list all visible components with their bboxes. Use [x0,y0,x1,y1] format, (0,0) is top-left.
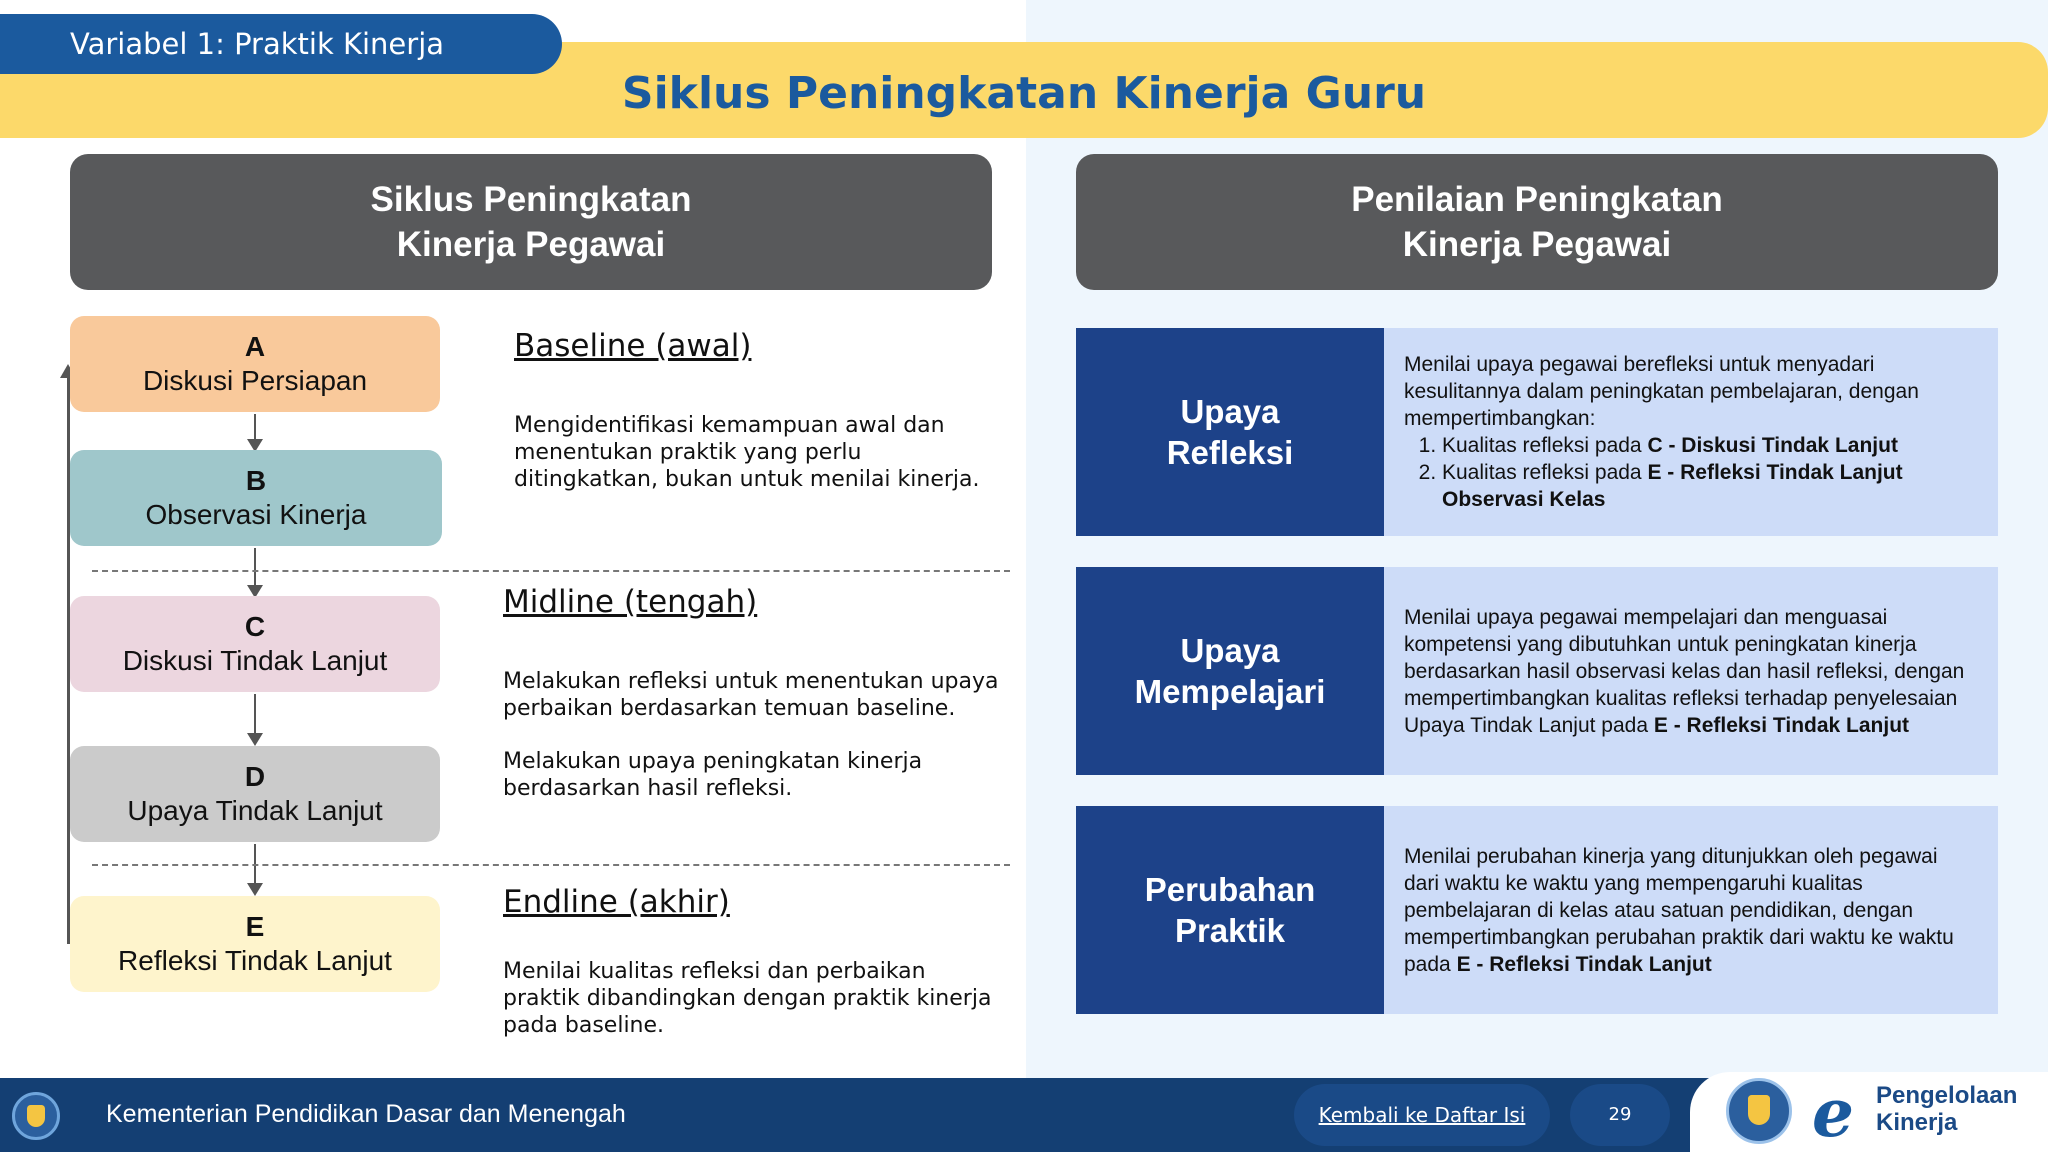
assessment-text-main: Menilai perubahan kinerja yang ditunjukkan oleh pegawai dari waktu ke waktu yang mempengaruhi kualitas pembelajaran di kelas atau satuan pendidikan, dengan mempertimbangkan perubahan praktik dari waktu ke waktu pada [1404,844,1954,976]
midline-title: Midline (tengah) [503,584,758,620]
assessment-label [1076,328,1384,536]
page-title: Siklus Peningkatan Kinerja Guru [621,68,1427,119]
step-b [70,450,442,546]
ministry-logo-icon [12,1092,60,1140]
assessment-text [1404,843,1978,978]
criteria-list [1404,432,1978,513]
assessment-header-line1: Penilaian Peningkatan [1351,180,1723,219]
assessment-header-line2: Kinerja Pegawai [1402,225,1672,264]
assessment-text [1404,604,1978,739]
midline-text-1: Melakukan refleksi untuk menentukan upaya perbaikan berdasarkan temuan baseline. [503,669,999,721]
down-arrow-icon [254,414,256,440]
step-a-letter: A [244,331,266,362]
down-arrow-icon [254,548,256,586]
back-to-contents-link[interactable]: Kembali ke Daftar Isi [1294,1084,1550,1146]
assessment-text-main: Menilai upaya pegawai mempelajari dan menguasai kompetensi yang dibutuhkan untuk peningkatan kinerja berdasarkan hasil observasi kelas dan hasil refleksi, dengan mempertimbangkan kualitas refleksi terhadap penyelesaian Upaya Tindak Lanjut pada [1404,605,1965,737]
brand-e-logo-icon: e [1812,1074,1854,1152]
assessment-label-line1: Upaya [1180,393,1280,430]
baseline-title: Baseline (awal) [514,328,752,364]
phase-divider [92,570,1010,572]
cycle-header [70,154,992,290]
assessment-label-line2: Mempelajari [1134,673,1326,710]
step-e-letter: E [245,911,265,942]
brand-line2: Kinerja [1876,1109,1958,1136]
step-e [70,896,440,992]
ministry-name: Kementerian Pendidikan Dasar dan Menengah [106,1100,626,1128]
step-a-label: Diskusi Persiapan [142,365,368,396]
assessment-label [1076,806,1384,1014]
step-b-letter: B [245,465,267,496]
criteria-item [1442,432,1978,459]
baseline-text: Mengidentifikasi kemampuan awal dan menentukan praktik yang perlu ditingkatkan, bukan untuk menilai kinerja. [514,413,980,492]
step-d [70,746,440,842]
midline-text-2: Melakukan upaya peningkatan kinerja berdasarkan hasil refleksi. [503,749,923,801]
step-c-letter: C [244,611,266,642]
brand-name [1876,1082,2017,1136]
assessment-text-bold: E - Refleksi Tindak Lanjut [1653,713,1910,737]
assessment-perubahan-praktik [1076,806,1998,1014]
endline-text: Menilai kualitas refleksi dan perbaikan praktik dibandingkan dengan praktik kinerja pada baseline. [503,959,992,1038]
cycle-header-line2: Kinerja Pegawai [396,225,666,264]
assessment-text-bold: E - Refleksi Tindak Lanjut [1456,952,1712,976]
step-a [70,316,440,412]
variable-tab: Variabel 1: Praktik Kinerja [0,14,562,74]
phase-divider [92,864,1010,866]
assessment-upaya-refleksi [1076,328,1998,536]
assessment-upaya-mempelajari [1076,567,1998,775]
criteria-bold: C - Diskusi Tindak Lanjut [1647,434,1898,457]
assessment-header [1076,154,1998,290]
step-e-label: Refleksi Tindak Lanjut [118,945,392,976]
assessment-label [1076,567,1384,775]
assessment-intro: Menilai upaya pegawai berefleksi untuk menyadari kesulitannya dalam peningkatan pembelajaran, dengan mempertimbangkan: [1404,353,1919,430]
step-d-label: Upaya Tindak Lanjut [127,795,383,826]
cycle-header-line1: Siklus Peningkatan [370,180,692,219]
step-c [70,596,440,692]
criteria-text: Kualitas refleksi pada [1442,461,1648,484]
endline-title: Endline (akhir) [503,884,730,920]
assessment-description [1384,567,1998,775]
assessment-label-line1: Upaya [1180,632,1280,669]
assessment-label-line2: Praktik [1174,912,1286,949]
assessment-description [1384,328,1998,536]
criteria-bold: E - Refleksi Tindak Lanjut Observasi Kelas [1442,461,1903,511]
criteria-text: Kualitas refleksi pada [1442,434,1648,457]
page-number: 29 [1570,1084,1670,1146]
step-d-letter: D [244,761,266,792]
criteria-item [1442,459,1978,513]
brand-line1: Pengelolaan [1876,1082,2018,1109]
assessment-label-line2: Refleksi [1166,434,1294,471]
assessment-description [1384,806,1998,1014]
step-b-label: Observasi Kinerja [145,499,367,530]
step-c-label: Diskusi Tindak Lanjut [122,645,388,676]
down-arrow-icon [254,694,256,734]
tut-wuri-emblem-icon [1726,1078,1792,1144]
assessment-label-line1: Perubahan [1144,871,1316,908]
